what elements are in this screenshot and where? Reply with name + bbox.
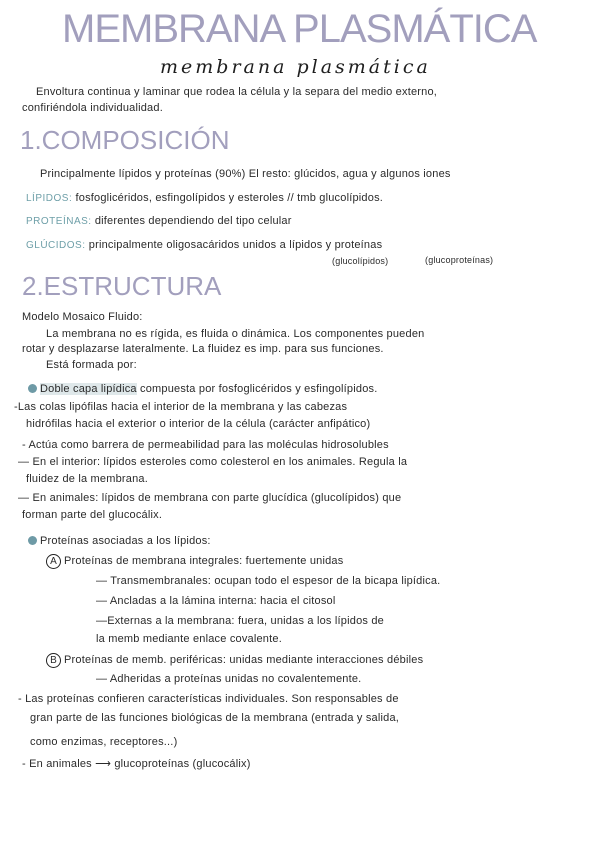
bullet-dot-icon [28,536,37,545]
item-text: principalmente oligosacáridos unidos a lípidos y proteínas [88,239,383,251]
text-line: — Ancladas a la lámina interna: hacia el citosol [96,595,336,607]
text-line: como enzimas, receptores...) [30,736,178,748]
sub-item-text: Proteínas de membrana integrales: fuertemente unidas [64,555,344,567]
note: (glucoproteínas) [425,255,494,265]
text-line: Principalmente lípidos y proteínas (90%) El resto: glúcidos, agua y algunos iones [40,168,451,180]
item-glucidos [26,239,382,252]
intro-line: confiriéndola individualidad. [22,102,163,114]
sub-item-a [46,554,343,569]
label-glucidos: GLÚCIDOS: [26,240,86,251]
text-line: fluidez de la membrana. [26,473,148,485]
highlighted-text: Doble capa lipídica [40,383,137,395]
title-script-lettering: membrana plasmática [160,56,431,78]
text-line: Modelo Mosaico Fluido: [22,311,143,323]
text-line: La membrana no es rígida, es fluida o dinámica. Los componentes pueden [46,328,425,340]
text-line: forman parte del glucocálix. [22,509,163,521]
text-line: — En el interior: lípidos esteroles como colesterol en los animales. Regula la [18,456,408,468]
text-line: hidrófilas hacia el exterior o interior de la célula (carácter anfipático) [26,418,371,430]
bullet-dot-icon [28,384,37,393]
item-text: diferentes dependiendo del tipo celular [94,215,292,227]
text-line: — Transmembranales: ocupan todo el espesor de la bicapa lipídica. [96,575,441,587]
label-lipidos: LÍPIDOS: [26,193,73,204]
text-line: —Externas a la membrana: fuera, unidas a los lípidos de [96,615,384,627]
section-heading-estructura: 2.ESTRUCTURA [22,271,222,301]
note: (glucolípidos) [332,256,389,266]
item-proteinas [26,215,292,228]
text-line: — Adheridas a proteínas unidas no covalentemente. [96,673,362,685]
text-line: gran parte de las funciones biológicas de la membrana (entrada y salida, [30,712,400,724]
bullet-text: compuesta por fosfoglicéridos y esfingolípidos. [136,383,378,395]
title-block-lettering: MEMBRANA PLASMÁTICA [62,7,537,51]
text-line: - En animales ⟶ glucoproteínas (glucocálix) [22,758,251,770]
bullet-doble-capa [28,383,377,396]
sub-item-text: Proteínas de memb. periféricas: unidas mediante interacciones débiles [64,654,424,666]
sub-item-b [46,653,423,668]
circled-letter-a: A [46,554,61,569]
circled-letter-b: B [46,653,61,668]
text-line: - Actúa como barrera de permeabilidad para las moléculas hidrosolubles [22,439,389,451]
item-lipidos [26,192,383,205]
text-line: la memb mediante enlace covalente. [96,633,282,645]
text-line: - Las proteínas confieren características individuales. Son responsables de [18,693,399,705]
bullet-text: Proteínas asociadas a los lípidos: [40,535,211,547]
bullet-proteinas [28,535,211,548]
text-line: — En animales: lípidos de membrana con parte glucídica (glucolípidos) que [18,492,402,504]
item-text: fosfoglicéridos, esfingolípidos y esteroles // tmb glucolípidos. [75,192,384,204]
text-line: -Las colas lipófilas hacia el interior de la membrana y las cabezas [14,401,348,413]
intro-line: Envoltura continua y laminar que rodea la célula y la separa del medio externo, [36,86,438,98]
text-line: rotar y desplazarse lateralmente. La fluidez es imp. para sus funciones. [22,343,384,355]
label-proteinas: PROTEÍNAS: [26,216,92,227]
text-line: Está formada por: [46,359,137,371]
section-heading-composicion: 1.COMPOSICIÓN [20,125,230,155]
